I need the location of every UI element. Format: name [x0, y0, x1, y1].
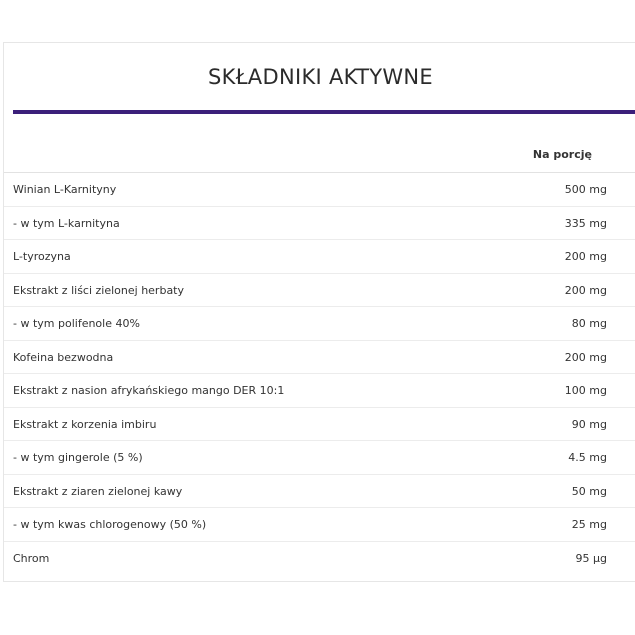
ingredient-amount: 100 mg [564, 384, 607, 397]
ingredient-amount: 500 mg [564, 183, 607, 196]
ingredient-amount: 90 mg [571, 417, 607, 431]
ingredient-name: - w tym polifenole 40% [13, 317, 140, 330]
title-underline [13, 110, 635, 114]
table-row [4, 440, 635, 474]
ingredient-name: Chrom [13, 551, 50, 565]
ingredients-table [4, 172, 635, 574]
page-title: SKŁADNIKI AKTYWNE [208, 65, 433, 89]
ingredient-amount: 200 mg [564, 350, 607, 364]
table-row [4, 172, 635, 206]
table-row [4, 273, 635, 307]
ingredient-amount: 80 mg [571, 317, 607, 330]
column-header-per-serving: Na porcję [532, 148, 592, 161]
ingredient-name: - w tym gingerole (5 %) [13, 451, 143, 464]
ingredient-name: Ekstrakt z liści zielonej herbaty [13, 283, 185, 297]
table-row [4, 373, 635, 407]
ingredient-amount: 25 mg [571, 518, 607, 531]
ingredient-name: Winian L-Karnityny [13, 183, 117, 196]
ingredient-amount: 4.5 mg [568, 451, 607, 464]
ingredient-name: Ekstrakt z korzenia imbiru [13, 417, 157, 431]
table-row [4, 239, 635, 273]
table-row [4, 206, 635, 240]
ingredient-name: - w tym L-karnityna [13, 216, 120, 230]
ingredient-amount: 95 µg [575, 551, 607, 565]
ingredient-amount: 50 mg [571, 484, 607, 498]
ingredient-name: - w tym kwas chlorogenowy (50 %) [13, 518, 207, 531]
ingredient-name: Kofeina bezwodna [13, 350, 114, 364]
table-row [4, 306, 635, 340]
table-row [4, 407, 635, 441]
ingredient-name: Ekstrakt z nasion afrykańskiego mango DER 10:1 [13, 384, 285, 397]
ingredient-name: L-tyrozyna [13, 250, 71, 263]
ingredient-amount: 200 mg [564, 283, 607, 297]
ingredients-card [3, 42, 635, 582]
ingredient-name: Ekstrakt z ziaren zielonej kawy [13, 484, 183, 498]
ingredient-amount: 335 mg [564, 216, 607, 230]
table-row [4, 474, 635, 508]
ingredient-amount: 200 mg [564, 250, 607, 263]
table-row [4, 340, 635, 374]
table-row [4, 541, 635, 575]
table-row [4, 507, 635, 541]
